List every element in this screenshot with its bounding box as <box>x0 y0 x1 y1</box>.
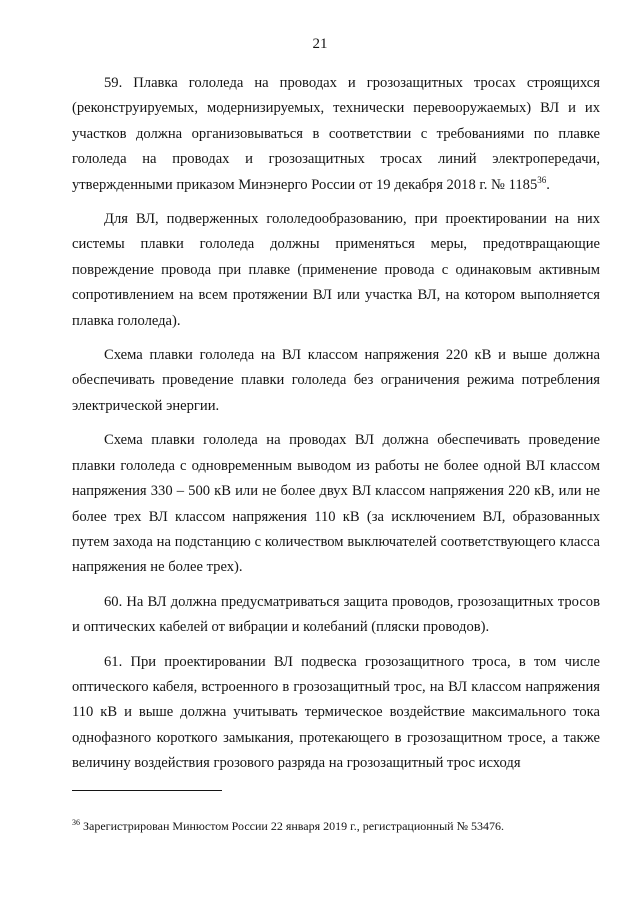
footnote <box>72 818 600 834</box>
footnote-ref-36[interactable]: 36 <box>537 174 547 185</box>
body-text <box>72 71 600 786</box>
paragraph-59-text: 59. Плавка гололеда на проводах и грозозащитных тросах строящихся (реконструируемых, модернизируемых, технически перевооружаемых) ВЛ и их участков должна организовываться в соответствии с требованиями по плавке гололеда на проводах и грозозащитных тросах линий электропередачи, утвержденными приказом Минэнерго России от 19 декабря 2018 г. № 1185 <box>72 75 600 193</box>
page-number: 21 <box>312 36 328 52</box>
paragraph-59-end: . <box>546 176 550 193</box>
footnote-marker: 36 <box>72 818 80 827</box>
paragraph-220kv-scheme: Схема плавки гололеда на ВЛ классом напряжения 220 кВ и выше должна обеспечивать проведение плавки гололеда без ограничения режима потребления электрической энергии. <box>72 347 600 414</box>
paragraph-60: 60. На ВЛ должна предусматриваться защита проводов, грозозащитных тросов и оптических кабелей от вибрации и колебаний (пляски проводов). <box>72 593 600 636</box>
paragraph-59 <box>72 71 600 198</box>
paragraph-61: 61. При проектировании ВЛ подвеска грозозащитного троса, в том числе оптического кабеля, встроенного в грозозащитный трос, на ВЛ классом напряжения 110 кВ и выше должна учитывать термическое воздействие максимального тока однофазного короткого замыкания, протекающего в грозозащитном тросе, а также величину воздействия грозового разряда на грозозащитный трос исходя <box>72 653 600 772</box>
paragraph-ice-melting-protection: Для ВЛ, подверженных гололедообразованию, при проектировании на них системы плавки гололеда должны применяться меры, предотвращающие повреждение провода при плавке (применение провода с одинаковым активным сопротивлением на всем протяжении ВЛ или участка ВЛ, на котором выполняется плавка гололеда). <box>72 211 600 329</box>
paragraph-scheme-requirements: Схема плавки гололеда на проводах ВЛ должна обеспечивать проведение плавки гололеда с одновременным выводом из работы не более одной ВЛ классом напряжения 330 – 500 кВ или не более двух ВЛ классом напряжения 220 кВ, или не более трех ВЛ классом напряжения 110 кВ (за исключением ВЛ, образованных путем захода на подстанцию с количеством выключателей соответствующего класса напряжения не более трех). <box>72 432 600 576</box>
footnote-separator <box>72 790 222 791</box>
footnote-text: Зарегистрирован Минюстом России 22 января 2019 г., регистрационный № 53476. <box>80 819 505 833</box>
